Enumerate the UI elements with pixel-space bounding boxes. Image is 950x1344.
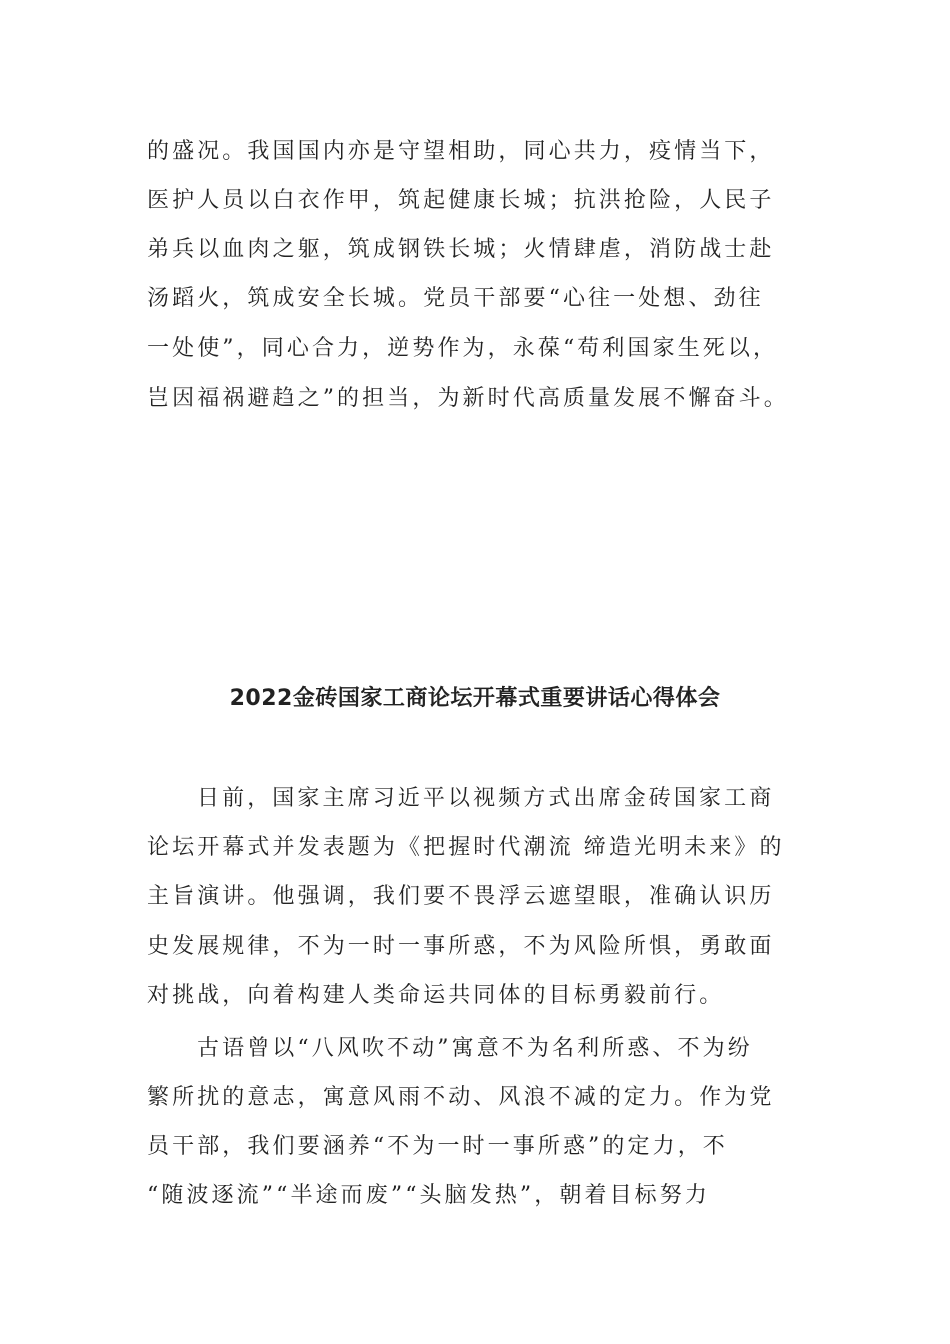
text-line: 对挑战，向着构建人类命运共同体的目标勇毅前行。 bbox=[147, 983, 725, 1008]
text-line: 主旨演讲。他强调，我们要不畏浮云遮望眼，准确认识历 bbox=[147, 884, 775, 909]
text-line: 的盛况。我国国内亦是守望相助，同心共力，疫情当下， bbox=[147, 139, 775, 164]
text-line: 繁所扰的意志，寓意风雨不动、风浪不减的定力。作为党 bbox=[147, 1085, 775, 1110]
text-line: 员干部，我们要涵养“不为一时一事所惑”的定力，不 bbox=[147, 1134, 728, 1159]
text-line: 岂因福祸避趋之”的担当，为新时代高质量发展不懈奋斗。 bbox=[147, 386, 789, 411]
text-line: 医护人员以白衣作甲，筑起健康长城；抗洪抢险，人民子 bbox=[147, 188, 775, 213]
text-line: 古语曾以“八风吹不动”寓意不为名利所惑、不为纷 bbox=[197, 1036, 753, 1061]
text-line: 汤蹈火，筑成安全长城。党员干部要“心往一处想、劲往 bbox=[147, 286, 764, 311]
text-line: 史发展规律，不为一时一事所惑，不为风险所惧，勇敢面 bbox=[147, 934, 775, 959]
text-line: “随波逐流”“半途而废”“头脑发热”，朝着目标努力 bbox=[147, 1183, 710, 1208]
text-line: 日前，国家主席习近平以视频方式出席金砖国家工商 bbox=[197, 786, 775, 811]
text-line: 弟兵以血肉之躯，筑成钢铁长城；火情肆虐，消防战士赴 bbox=[147, 237, 775, 262]
text-line: 一处使”，同心合力，逆势作为，永葆“苟利国家生死以， bbox=[147, 336, 779, 361]
text-line: 论坛开幕式并发表题为《把握时代潮流 缔造光明未来》的 bbox=[147, 835, 785, 860]
article-title: 2022金砖国家工商论坛开幕式重要讲话心得体会 bbox=[229, 686, 721, 711]
